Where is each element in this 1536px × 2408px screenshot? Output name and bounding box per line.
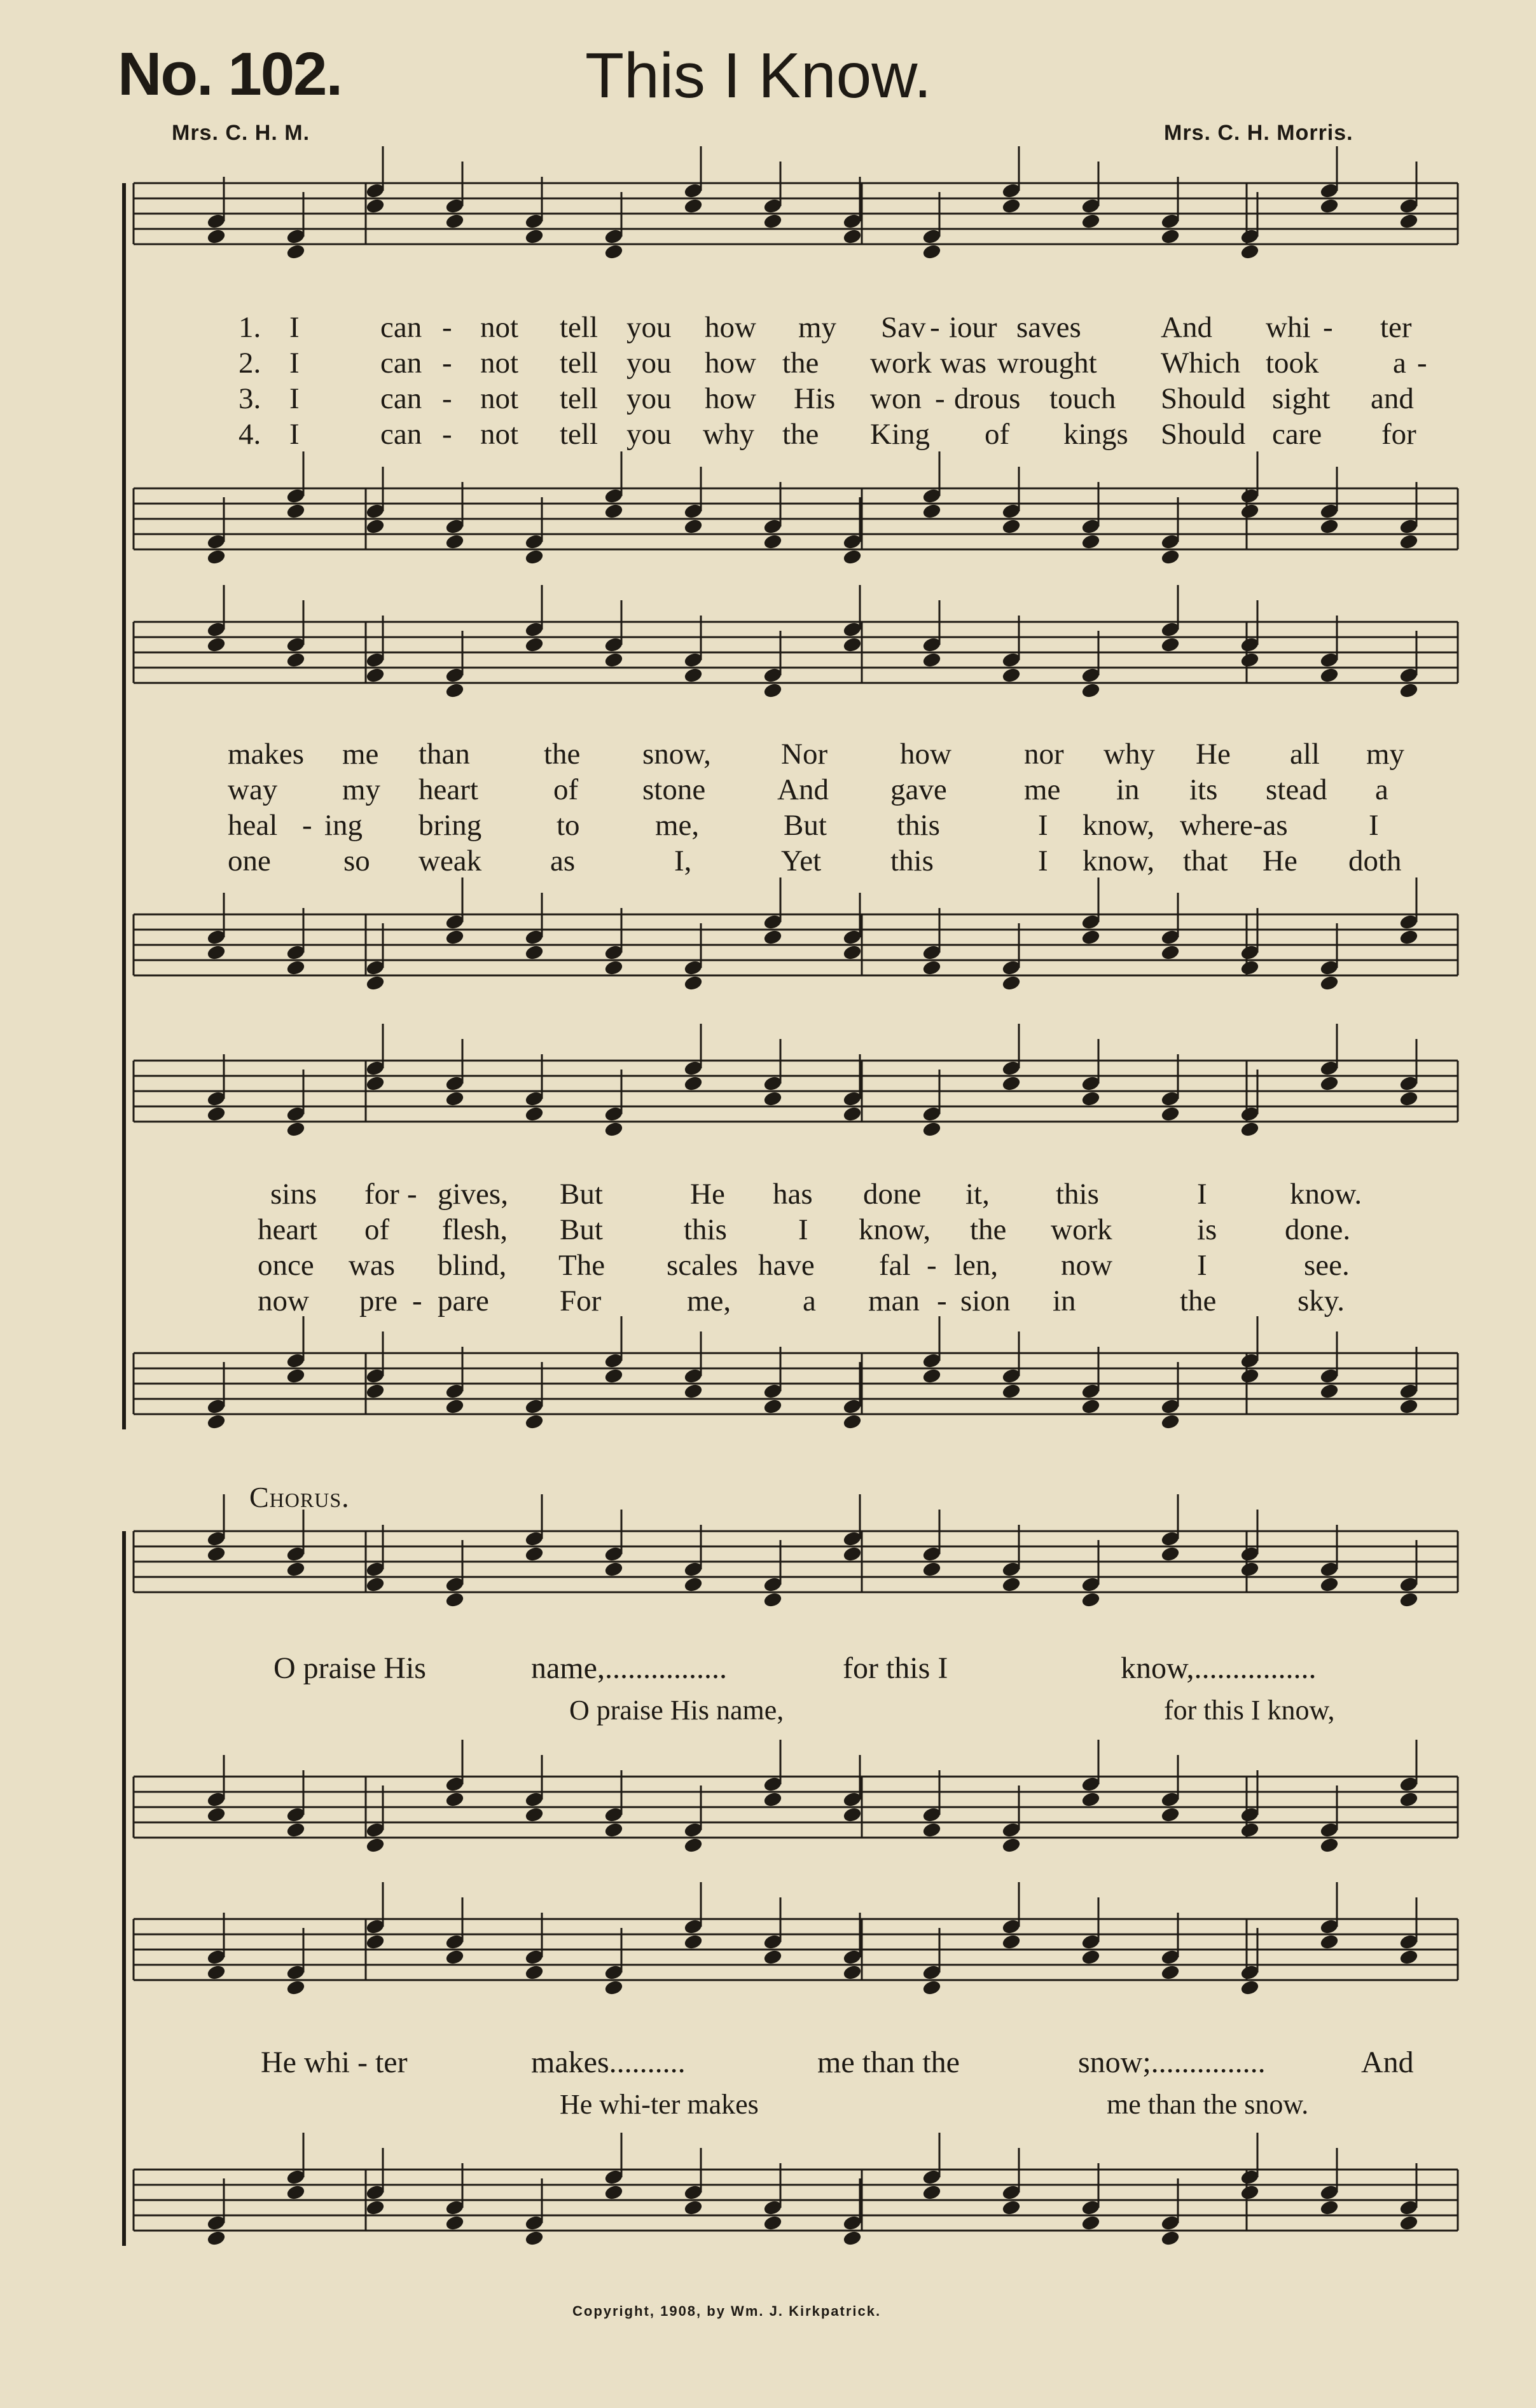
- lyric-word: how: [705, 382, 756, 415]
- lyric-verse-4: [0, 843, 1536, 879]
- lyric-word: the: [1180, 1284, 1217, 1318]
- lyric-word: I: [289, 382, 300, 415]
- lyric-word: I: [798, 1213, 808, 1246]
- lyric-word: heal: [228, 809, 278, 842]
- lyric-word: of: [985, 418, 1010, 451]
- lyric-word: Sav: [881, 311, 926, 344]
- note-group: [207, 1882, 1419, 1996]
- lyric-verse-1: [0, 310, 1536, 345]
- lyric-verse-2: [0, 1212, 1536, 1248]
- lyric-word: nor: [1024, 738, 1064, 771]
- note-group: [207, 1494, 1419, 1608]
- lyric-verse-1: [0, 1176, 1536, 1212]
- lyric-word: -: [302, 809, 312, 842]
- staff: [134, 1777, 1458, 1838]
- lyric-word: you: [626, 382, 672, 415]
- lyric-verse-4: [0, 416, 1536, 452]
- lyric-word: can: [380, 382, 422, 415]
- chorus-sub-lyric: for this I know,: [1164, 1695, 1335, 1726]
- lyric-word: I: [289, 418, 300, 451]
- lyric-word: the: [970, 1213, 1007, 1246]
- lyric-word: so: [343, 844, 370, 877]
- note-group: [207, 2133, 1419, 2246]
- lyric-word: drous: [954, 382, 1021, 415]
- lyric-word: all: [1290, 738, 1320, 771]
- note-group: [207, 451, 1419, 565]
- lyric-word: this: [1056, 1178, 1099, 1211]
- lyric-word: as: [550, 844, 576, 877]
- lyric-word: not: [480, 347, 519, 380]
- lyric-word: one: [228, 844, 271, 877]
- lyric-word: He: [1196, 738, 1231, 771]
- lyric-word: tell: [560, 347, 598, 380]
- lyric-verse-3: [0, 1248, 1536, 1283]
- lyric-verse-2: [0, 345, 1536, 381]
- lyric-word: bring: [419, 809, 482, 842]
- lyric-verse-3: [0, 381, 1536, 416]
- lyric-word: the: [782, 347, 819, 380]
- lyric-word: way: [228, 773, 278, 806]
- lyric-word: how: [705, 311, 756, 344]
- lyric-word: this: [684, 1213, 727, 1246]
- lyric-word: tell: [560, 311, 598, 344]
- lyric-word: -: [927, 1249, 937, 1282]
- lyric-word: tell: [560, 418, 598, 451]
- lyric-word: sion: [960, 1284, 1011, 1318]
- lyric-word: 1.: [239, 311, 261, 344]
- lyric-word: -: [930, 311, 940, 344]
- staff: [134, 183, 1458, 244]
- staff: [134, 622, 1458, 683]
- lyric-word: it,: [965, 1178, 990, 1211]
- lyric-word: of: [553, 773, 579, 806]
- lyric-word: Yet: [781, 844, 822, 877]
- chorus-sub-lyric: me than the snow.: [1107, 2089, 1309, 2120]
- lyric-word: sins: [270, 1178, 317, 1211]
- lyric-word: But: [560, 1213, 603, 1246]
- lyric-word: can: [380, 347, 422, 380]
- lyric-word: He: [1263, 844, 1297, 877]
- staff: [134, 1919, 1458, 1980]
- lyric-word: know.: [1290, 1178, 1362, 1211]
- lyric-word: ing: [324, 809, 363, 842]
- lyric-word: sight: [1272, 382, 1331, 415]
- lyric-word: can: [380, 418, 422, 451]
- lyric-word: -: [937, 1284, 947, 1318]
- chorus-lyric: O praise His: [273, 1651, 426, 1685]
- lyric-word: -: [1417, 347, 1427, 380]
- lyric-word: that: [1183, 844, 1228, 877]
- lyric-word: was: [940, 347, 987, 380]
- lyric-word: my: [342, 773, 381, 806]
- lyric-word: He: [690, 1178, 725, 1211]
- lyric-word: how: [900, 738, 951, 771]
- lyric-word: -: [442, 347, 452, 380]
- lyric-word: whi: [1266, 311, 1311, 344]
- lyric-word: But: [560, 1178, 603, 1211]
- words-credit: Mrs. C. H. M.: [172, 121, 310, 145]
- staff: [134, 488, 1458, 549]
- lyric-word: done.: [1285, 1213, 1351, 1246]
- lyric-word: I: [1369, 809, 1379, 842]
- lyrics-system-2: [0, 736, 1536, 879]
- lyric-word: now: [1061, 1249, 1112, 1282]
- lyric-word: heart: [419, 773, 478, 806]
- lyric-word: saves: [1016, 311, 1081, 344]
- lyric-word: and: [1371, 382, 1414, 415]
- lyric-word: how: [705, 347, 756, 380]
- lyric-word: now: [258, 1284, 309, 1318]
- lyric-word: me: [1024, 773, 1061, 806]
- lyric-word: my: [798, 311, 837, 344]
- lyric-word: Which: [1161, 347, 1241, 380]
- lyric-word: -: [407, 1178, 417, 1211]
- lyric-word: you: [626, 347, 672, 380]
- copyright-notice: Copyright, 1908, by Wm. J. Kirkpatrick.: [572, 2303, 882, 2319]
- lyric-word: -: [412, 1284, 422, 1318]
- lyric-word: scales: [667, 1249, 738, 1282]
- lyric-word: than: [419, 738, 470, 771]
- lyric-word: -: [1323, 311, 1333, 344]
- lyric-word: flesh,: [442, 1213, 508, 1246]
- lyric-word: -: [442, 418, 452, 451]
- lyric-word: Nor: [781, 738, 828, 771]
- lyric-word: to: [557, 809, 580, 842]
- lyric-word: His: [794, 382, 836, 415]
- lyric-word: pare: [438, 1284, 489, 1318]
- lyric-word: won: [870, 382, 922, 415]
- lyric-word: tell: [560, 382, 598, 415]
- lyric-word: the: [782, 418, 819, 451]
- lyric-verse-1: [0, 736, 1536, 772]
- lyric-word: 3.: [239, 382, 261, 415]
- lyric-word: in: [1053, 1284, 1076, 1318]
- lyric-word: its: [1189, 773, 1218, 806]
- lyric-word: for: [1381, 418, 1416, 451]
- lyric-word: stone: [642, 773, 706, 806]
- lyric-word: this: [890, 844, 934, 877]
- staff: [134, 1531, 1458, 1592]
- lyric-word: pre: [359, 1284, 398, 1318]
- lyric-verse-2: [0, 772, 1536, 808]
- lyric-word: I: [289, 347, 300, 380]
- lyric-word: know,: [1083, 844, 1155, 877]
- note-group: [207, 1316, 1419, 1430]
- chorus-lyric: for this I: [843, 1651, 948, 1685]
- lyric-word: I: [1038, 809, 1048, 842]
- lyric-word: King: [870, 418, 930, 451]
- lyric-word: my: [1366, 738, 1405, 771]
- lyric-word: makes: [228, 738, 305, 771]
- lyric-verse-4: [0, 1283, 1536, 1319]
- chorus-lyric: name,................: [531, 1651, 727, 1685]
- lyric-word: done: [863, 1178, 922, 1211]
- lyric-word: you: [626, 311, 672, 344]
- lyric-word: not: [480, 418, 519, 451]
- lyric-word: gave: [890, 773, 947, 806]
- lyric-word: a: [1393, 347, 1406, 380]
- lyric-word: sky.: [1297, 1284, 1345, 1318]
- lyric-word: not: [480, 311, 519, 344]
- lyric-word: Should: [1161, 382, 1246, 415]
- music-credit: Mrs. C. H. Morris.: [1164, 121, 1353, 145]
- chorus-lyric: snow;...............: [1078, 2046, 1266, 2079]
- staff: [134, 2170, 1458, 2231]
- lyric-word: fal: [879, 1249, 911, 1282]
- lyric-word: a: [803, 1284, 816, 1318]
- lyric-word: touch: [1049, 382, 1116, 415]
- chorus-sub-lyric: He whi-ter makes: [560, 2089, 759, 2120]
- note-group: [207, 585, 1419, 699]
- lyric-word: stead: [1266, 773, 1327, 806]
- lyric-word: me: [342, 738, 379, 771]
- lyric-word: heart: [258, 1213, 317, 1246]
- lyric-word: -: [935, 382, 945, 415]
- lyric-word: weak: [419, 844, 482, 877]
- lyric-word: doth: [1348, 844, 1402, 877]
- lyrics-system-3: [0, 1176, 1536, 1319]
- lyric-word: where-as: [1180, 809, 1288, 842]
- lyric-word: iour: [949, 311, 997, 344]
- staff: [134, 1061, 1458, 1122]
- chorus-lyric: makes..........: [531, 2046, 686, 2079]
- lyric-word: len,: [954, 1249, 999, 1282]
- lyric-word: a: [1375, 773, 1388, 806]
- note-group: [207, 146, 1419, 260]
- lyric-word: I: [1197, 1178, 1207, 1211]
- lyric-word: 4.: [239, 418, 261, 451]
- lyric-word: But: [784, 809, 827, 842]
- lyric-word: the: [544, 738, 581, 771]
- chorus-lyric: me than the: [817, 2046, 960, 2079]
- lyric-word: -: [442, 311, 452, 344]
- lyric-word: For: [560, 1284, 602, 1318]
- chorus-label: Chorus.: [249, 1481, 350, 1513]
- lyric-word: care: [1272, 418, 1322, 451]
- staff: [134, 914, 1458, 975]
- lyric-word: And: [1161, 311, 1212, 344]
- lyric-word: blind,: [438, 1249, 507, 1282]
- hymn-number: No. 102.: [118, 40, 342, 108]
- staff: [134, 1353, 1458, 1414]
- lyric-word: -: [442, 382, 452, 415]
- lyric-word: took: [1266, 347, 1319, 380]
- lyric-word: not: [480, 382, 519, 415]
- note-group: [207, 1740, 1419, 1854]
- lyric-verse-3: [0, 808, 1536, 843]
- lyric-word: work: [1051, 1213, 1112, 1246]
- lyric-word: you: [626, 418, 672, 451]
- lyric-word: know,: [1083, 809, 1155, 842]
- lyric-word: why: [1104, 738, 1155, 771]
- hymn-title: This I Know.: [585, 40, 932, 111]
- lyric-word: And: [777, 773, 829, 806]
- lyric-word: for: [364, 1178, 399, 1211]
- lyric-word: The: [558, 1249, 605, 1282]
- lyric-word: I,: [674, 844, 692, 877]
- chorus-lyric: And: [1361, 2046, 1414, 2079]
- lyric-word: this: [897, 809, 940, 842]
- lyric-word: Should: [1161, 418, 1246, 451]
- lyric-word: wrought: [997, 347, 1097, 380]
- lyric-word: me,: [655, 809, 700, 842]
- lyric-word: once: [258, 1249, 314, 1282]
- lyric-word: has: [773, 1178, 813, 1211]
- note-group: [207, 877, 1419, 991]
- lyric-word: have: [758, 1249, 815, 1282]
- lyric-word: kings: [1063, 418, 1128, 451]
- lyric-word: was: [349, 1249, 396, 1282]
- lyric-word: I: [1197, 1249, 1207, 1282]
- lyric-word: man: [868, 1284, 920, 1318]
- lyric-word: 2.: [239, 347, 261, 380]
- lyric-word: ter: [1380, 311, 1412, 344]
- lyric-word: is: [1197, 1213, 1217, 1246]
- lyric-word: I: [1038, 844, 1048, 877]
- lyric-word: work: [870, 347, 932, 380]
- lyric-word: snow,: [642, 738, 711, 771]
- chorus-lyric: He whi - ter: [261, 2046, 408, 2079]
- lyric-word: in: [1116, 773, 1140, 806]
- lyric-word: I: [289, 311, 300, 344]
- chorus-sub-lyric: O praise His name,: [569, 1695, 784, 1726]
- lyrics-system-1: [0, 310, 1536, 452]
- lyric-word: see.: [1304, 1249, 1350, 1282]
- lyric-word: can: [380, 311, 422, 344]
- chorus-lyric: know,................: [1121, 1651, 1317, 1685]
- note-group: [207, 1024, 1419, 1138]
- lyric-word: know,: [859, 1213, 931, 1246]
- lyric-word: gives,: [438, 1178, 508, 1211]
- lyric-word: why: [703, 418, 754, 451]
- lyric-word: me,: [687, 1284, 731, 1318]
- lyric-word: of: [364, 1213, 390, 1246]
